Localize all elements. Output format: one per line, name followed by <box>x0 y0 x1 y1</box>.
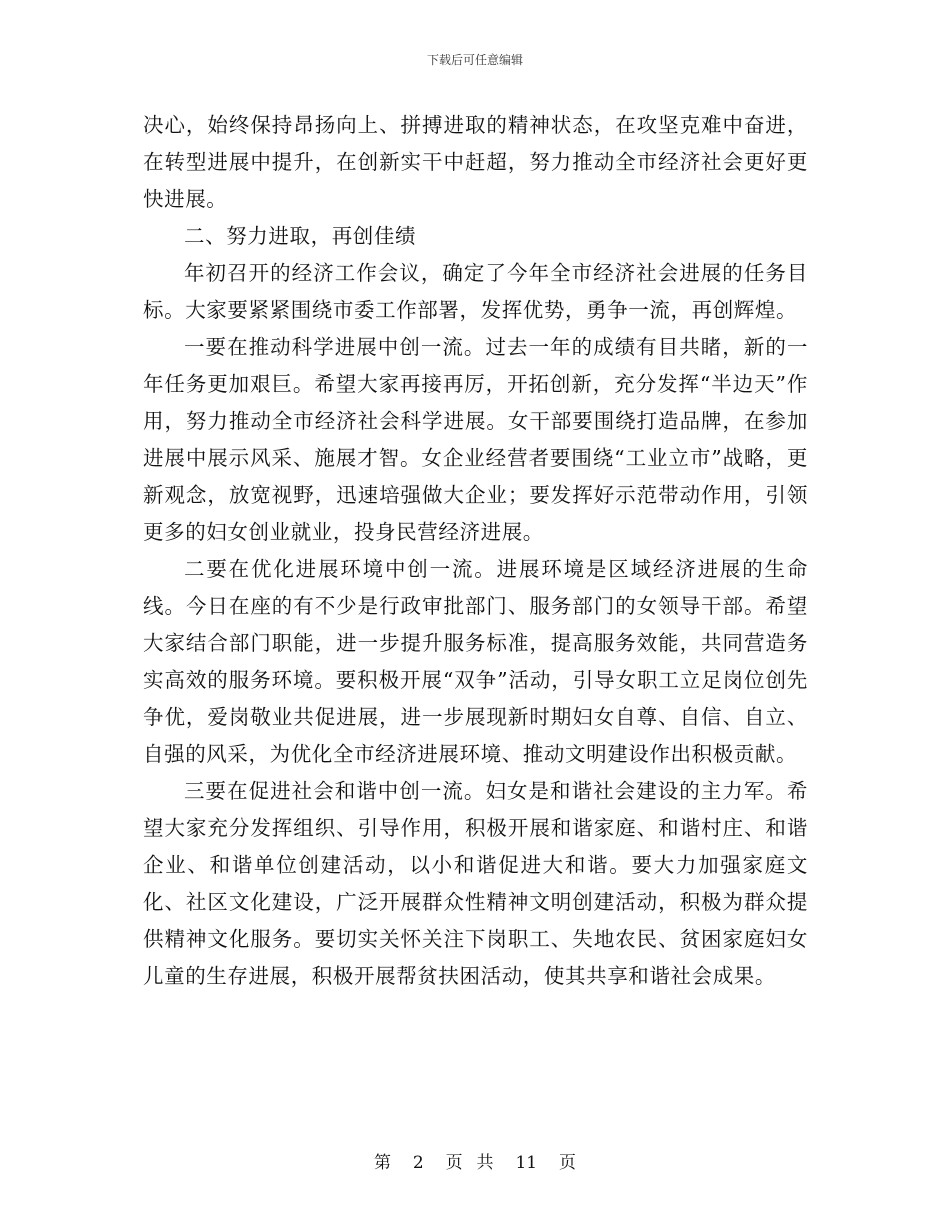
page-prefix: 第 <box>374 1153 391 1173</box>
page-footer <box>0 1152 950 1174</box>
page-suffix: 页 <box>559 1153 576 1173</box>
page-number: 2 <box>412 1153 424 1173</box>
paragraph: 一要在推动科学进展中创一流。过去一年的成绩有目共睹，新的一年任务更加艰巨。希望大家再接再厉，开拓创新，充分发挥“半边天”作用，努力推动全市经济社会科学进展。女干部要围绕打造品牌，在参加进展中展示风采、施展才智。女企业经营者要围绕“工业立市”战略，更新观念，放宽视野，迅速培强做大企业；要发挥好示范带动作用，引领更多的妇女创业就业，投身民营经济进展。 <box>143 335 808 544</box>
total-pages: 11 <box>515 1153 538 1173</box>
paragraph: 年初召开的经济工作会议，确定了今年全市经济社会进展的任务目标。大家要紧紧围绕市委工作部署，发挥优势，勇争一流，再创辉煌。 <box>143 261 808 322</box>
header-text: 下载后可任意编辑 <box>426 53 523 67</box>
page-header <box>0 52 950 68</box>
page-mid: 页 共 <box>445 1153 494 1173</box>
paragraph: 二要在优化进展环境中创一流。进展环境是区域经济进展的生命线。今日在座的有不少是行政审批部门、服务部门的女领导干部。希望大家结合部门职能，进一步提升服务标准，提高服务效能，共同营造务实高效的服务环境。要积极开展“双争”活动，引导女职工立足岗位创先争优，爱岗敬业共促进展，进一步展现新时期妇女自尊、自信、自立、自强的风采，为优化全市经济进展环境、推动文明建设作出积极贡献。 <box>143 557 808 766</box>
section-heading: 二、努力进取，再创佳绩 <box>184 224 417 248</box>
document-body <box>143 107 808 995</box>
paragraph-continuation: 决心，始终保持昂扬向上、拼搏进取的精神状态，在攻坚克难中奋进，在转型进展中提升，在创新实干中赶超，努力推动全市经济社会更好更快进展。 <box>143 113 808 211</box>
paragraph: 三要在促进社会和谐中创一流。妇女是和谐社会建设的主力军。希望大家充分发挥组织、引导作用，积极开展和谐家庭、和谐村庄、和谐企业、和谐单位创建活动，以小和谐促进大和谐。要大力加强家庭文化、社区文化建设，广泛开展群众性精神文明创建活动，积极为群众提供精神文化服务。要切实关怀关注下岗职工、失地农民、贫困家庭妇女儿童的生存进展，积极开展帮贫扶困活动，使其共享和谐社会成果。 <box>143 779 808 988</box>
